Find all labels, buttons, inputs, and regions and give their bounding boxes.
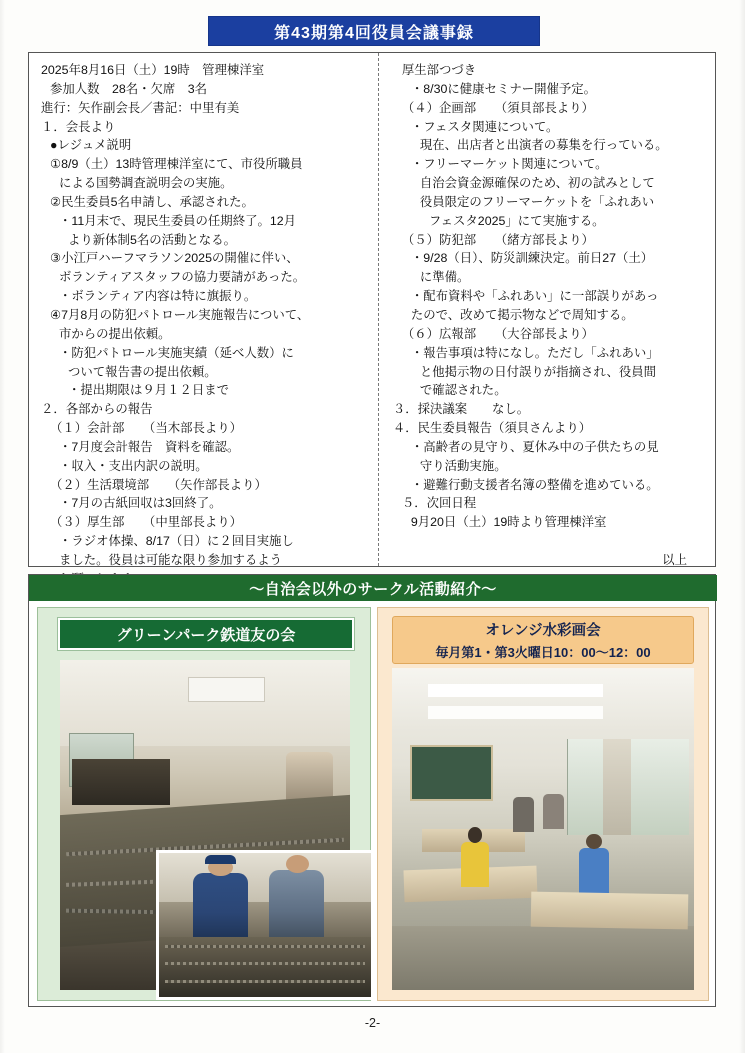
minutes-line: １．会長より [41,119,116,134]
circles-section-title: ～自治会以外のサークル活動紹介～ [249,580,497,598]
minutes-line: 役員限定のフリーマーケットを「ふれあい [419,194,655,209]
club-panel-watercolor [377,607,709,1001]
minutes-left-column [29,53,379,566]
minutes-line: ５．次回日程 [401,496,477,511]
minutes-line: ついて報告書の提出依頼。 [68,364,217,379]
minutes-line: ③小江戸ハーフマラソン2025の開催に伴い、 [50,251,299,266]
minutes-line: 以上 [662,552,687,567]
minutes-line: （３）厚生部 （中里部長より） [50,515,243,530]
circles-section-banner [29,575,717,601]
minutes-line: （５）防犯部 （緒方部長より） [401,232,594,247]
minutes-line: ●レジュメ説明 [50,138,132,153]
minutes-line: 現在、出店者と出演者の募集を行っている。 [419,138,668,153]
minutes-line: による国勢調査説明会の実施。 [59,176,233,191]
minutes-line: ・報告事項は特になし。ただし「ふれあい」 [410,345,659,360]
minutes-line: ・8/30に健康セミナー開催予定。 [410,81,597,96]
minutes-line: 2025年8月16日（土）19時 管理棟洋室 [41,63,265,77]
minutes-line: 市からの提出依頼。 [59,326,171,341]
scan-edge-right [739,0,745,1053]
minutes-line: ・フリーマーケット関連について。 [410,157,608,172]
minutes-line [393,532,705,551]
minutes-line: ボランティアスタッフの協力要請があった。 [59,270,306,285]
document-title-banner [208,16,540,46]
club-title-watercolor-header [392,616,694,664]
minutes-line: 守り活動実施。 [419,458,507,473]
minutes-line: と他掲示物の日付誤りが指摘され、役員間 [419,364,657,379]
minutes-line: に準備。 [419,270,470,285]
minutes-line: ・7月度会計報告 資料を確認。 [59,439,240,454]
minutes-line: ・ボランティア内容は特に旗振り。 [59,289,257,304]
minutes-line: ２．各部からの報告 [41,402,153,417]
minutes-line: ３．採決議案 なし。 [392,402,530,417]
minutes-line: より新体制5名の活動となる。 [68,232,236,247]
minutes-line: （６）広報部 （大谷部長より） [401,326,594,341]
minutes-line: ・防犯パトロール実施実績（延べ人数）に [59,345,294,360]
club-title-railroad: グリーンパーク鉄道友の会 [116,626,296,644]
minutes-line: ・収入・支出内訳の説明。 [59,458,208,473]
minutes-line: たので、改めて掲示物などで周知する。 [410,307,634,322]
club-title-watercolor: オレンジ水彩画会 [485,623,601,639]
club-panel-railroad [37,607,371,1001]
minutes-line: （４）企画部 （須貝部長より） [401,100,594,115]
minutes-line: ４．民生委員報告（須貝さんより） [392,421,592,436]
minutes-line: （２）生活環境部 （矢作部長より） [50,477,267,492]
minutes-right-column [379,53,715,566]
minutes-box [28,52,716,567]
minutes-line: ・高齢者の見守り、夏休み中の子供たちの見 [410,439,659,454]
circles-section-box [28,574,716,1007]
scan-edge-left [0,0,5,1053]
minutes-line: ・9/28（日）、防災訓練決定。前日27（土） [410,251,654,266]
photo-watercolor-class [392,668,694,990]
minutes-line: ・7月の古紙回収は3回終了。 [59,496,222,511]
photo-members-operating-layout [156,850,374,1000]
minutes-line: ・提出期限は９月１２日まで [68,383,230,398]
club-schedule-watercolor: 毎月第1・第3火曜日10：00～12：00 [435,645,651,660]
minutes-line: 厚生部つづき [401,63,477,77]
minutes-line: で確認された。 [419,383,507,398]
minutes-line: ・避難行動支援者名簿の整備を進めている。 [410,477,659,492]
club-title-railroad-header [58,618,354,650]
minutes-line: 進行：矢作副会長／書記：中里有美 [41,100,240,115]
minutes-line: ・配布資料や「ふれあい」に一部誤りがあっ [410,289,659,304]
minutes-line: （１）会計部 （当木部長より） [50,421,243,436]
minutes-line: ・11月末で、現民生委員の任期終了。12月 [59,213,297,228]
minutes-line: ました。役員は可能な限り参加するよう [59,552,283,567]
minutes-line: 9月20日（土）19時より管理棟洋室 [410,515,607,530]
page-title: 第43期第4回役員会議事録 [274,24,474,42]
minutes-line: 参加人数 28名・欠席 3名 [50,81,207,96]
minutes-line: フェスタ2025」にて実施する。 [428,213,605,228]
minutes-line: ・フェスタ関連について。 [410,119,559,134]
page-number: -2- [364,1016,381,1030]
minutes-line: 自治会資金源確保のため、初の試みとして [419,176,655,191]
minutes-line: ・ラジオ体操、8/17（日）に２回目実施し [59,534,294,549]
minutes-line: ④7月8月の防犯パトロール実施報告について、 [50,307,310,322]
minutes-line: ①8/9（土）13時管理棟洋室にて、市役所職員 [50,157,303,172]
minutes-line: ②民生委員5名申請し、承認された。 [50,194,254,209]
